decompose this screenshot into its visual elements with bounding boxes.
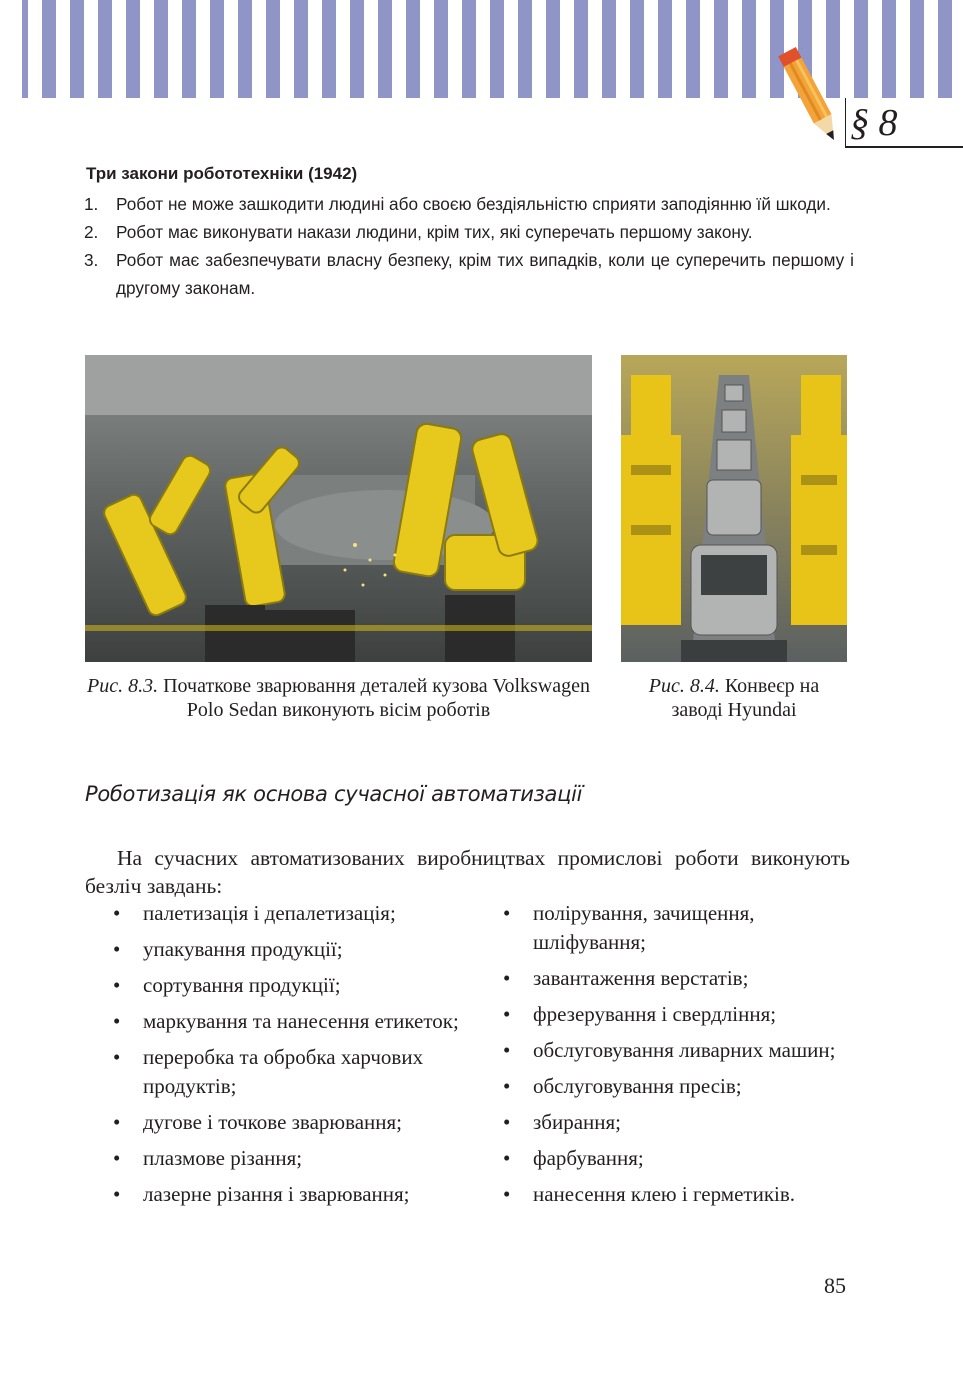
list-item xyxy=(503,1108,853,1137)
laws-list xyxy=(84,190,854,302)
list-item xyxy=(113,899,493,928)
list-item xyxy=(503,1144,853,1173)
bullet: • xyxy=(503,1074,511,1098)
list-item xyxy=(113,971,493,1000)
law-item xyxy=(84,190,854,218)
bullet: • xyxy=(113,901,121,925)
figure-caption-8-4 xyxy=(621,674,847,722)
list-item xyxy=(503,1000,853,1029)
tasks-list-right xyxy=(503,899,853,1216)
list-item xyxy=(503,964,853,993)
list-item xyxy=(113,1144,493,1173)
list-item-text: палетизація і депалетизація; xyxy=(143,901,396,925)
list-item xyxy=(113,1007,493,1036)
list-item xyxy=(503,1180,853,1209)
laws-title: Три закони робототехніки (1942) xyxy=(86,164,358,183)
figure-label: Рис. 8.4. xyxy=(648,675,720,697)
bullet: • xyxy=(113,1182,121,1206)
list-item-text: збирання; xyxy=(533,1110,622,1134)
bullet: • xyxy=(503,901,511,925)
figure-label: Рис. 8.3. xyxy=(87,675,159,697)
bullet: • xyxy=(503,966,511,990)
header-stripes-margin xyxy=(0,0,22,98)
bullet: • xyxy=(113,937,121,961)
figure-caption-8-3 xyxy=(85,674,592,722)
figure-text: Початкове зварювання деталей кузова Volkswagen Polo Sedan виконують вісім роботів xyxy=(158,675,590,721)
bullet: • xyxy=(503,1182,511,1206)
list-item-text: фарбування; xyxy=(533,1146,644,1170)
bullet: • xyxy=(113,1045,121,1069)
list-item-text: фрезерування і свердління; xyxy=(533,1002,777,1026)
law-number: 3. xyxy=(84,250,99,270)
list-item xyxy=(503,899,853,957)
list-item-text: лазерне різання і зварювання; xyxy=(143,1182,410,1206)
list-item-text: обслуговування ливарних машин; xyxy=(533,1038,836,1062)
tasks-list-left xyxy=(113,899,493,1216)
bullet: • xyxy=(503,1146,511,1170)
bullet: • xyxy=(113,1009,121,1033)
law-text: Робот має забезпечувати власну безпеку, крім тих випадків, коли це суперечить першому і другому законам. xyxy=(116,250,854,298)
list-item-text: маркування та нанесення етикеток; xyxy=(143,1009,459,1033)
conveyor-photo xyxy=(621,355,847,662)
law-number: 1. xyxy=(84,194,99,214)
bullet: • xyxy=(113,1146,121,1170)
list-item-text: сортування продукції; xyxy=(143,973,341,997)
section-number: § 8 xyxy=(845,98,963,148)
list-item-text: дугове і точкове зварювання; xyxy=(143,1110,403,1134)
welding-robots-photo xyxy=(85,355,592,662)
figure-text: Конвеєр на заводі Hyundai xyxy=(671,675,820,721)
list-item xyxy=(113,935,493,964)
list-item-text: нанесення клею і герметиків. xyxy=(533,1182,796,1206)
list-item xyxy=(113,1108,493,1137)
list-item-text: плазмове різання; xyxy=(143,1146,303,1170)
intro-text: На сучасних автоматизованих виробництвах промислові роботи виконують безліч завдань: xyxy=(85,846,850,898)
list-item xyxy=(503,1036,853,1065)
bullet: • xyxy=(503,1110,511,1134)
law-item xyxy=(84,246,854,302)
list-item xyxy=(503,1072,853,1101)
list-item xyxy=(113,1180,493,1209)
law-text: Робот має виконувати накази людини, крім тих, які суперечать першому закону. xyxy=(116,222,753,242)
pencil-icon xyxy=(770,38,850,153)
bullet: • xyxy=(113,973,121,997)
law-number: 2. xyxy=(84,222,99,242)
bullet: • xyxy=(503,1038,511,1062)
section-heading: Роботизація як основа сучасної автоматизації xyxy=(85,782,583,806)
intro-paragraph xyxy=(85,844,850,900)
page-number: 85 xyxy=(824,1273,846,1298)
list-item-text: полірування, зачищення, шліфування; xyxy=(533,901,755,954)
list-item xyxy=(113,1043,493,1101)
list-item-text: упакування продукції; xyxy=(143,937,343,961)
list-item-text: переробка та обробка харчових продуктів; xyxy=(143,1045,424,1098)
list-item-text: обслуговування пресів; xyxy=(533,1074,742,1098)
law-item xyxy=(84,218,854,246)
bullet: • xyxy=(503,1002,511,1026)
list-item-text: завантаження верстатів; xyxy=(533,966,749,990)
law-text: Робот не може зашкодити людині або своєю бездіяльністю сприяти заподіянню їй шкоди. xyxy=(116,194,831,214)
bullet: • xyxy=(113,1110,121,1134)
